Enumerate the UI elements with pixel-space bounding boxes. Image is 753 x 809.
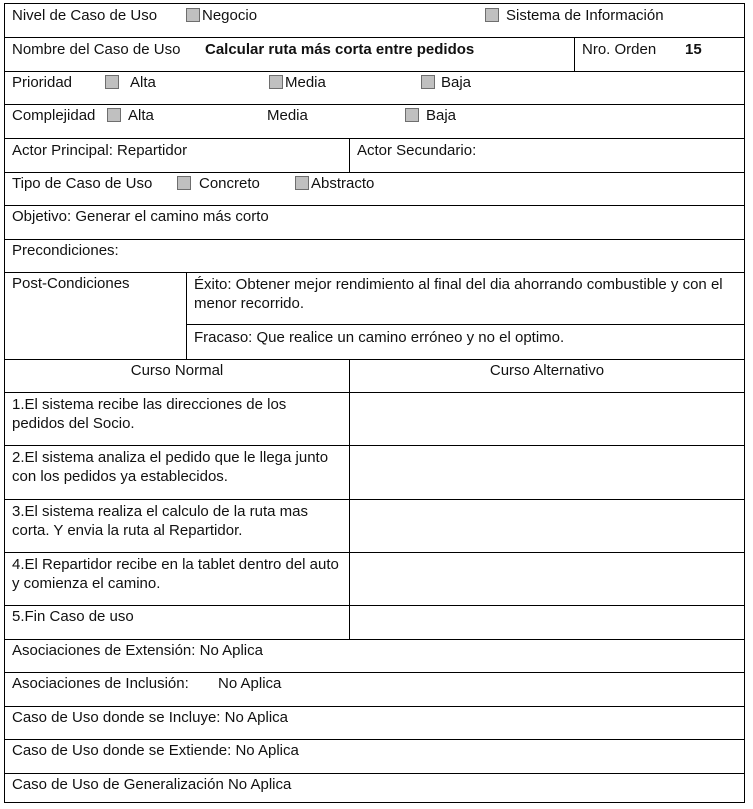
abstracto-label: Abstracto (311, 175, 375, 192)
row-generalizacion (5, 774, 744, 802)
generalizacion-text: Caso de Uso de Generalización No Aplica (12, 776, 292, 793)
prioridad-alta-label: Alta (130, 74, 156, 91)
divider (574, 38, 575, 71)
inclusion-value: No Aplica (218, 675, 282, 692)
nombre-label: Nombre del Caso de Uso (12, 41, 181, 58)
precondiciones-text: Precondiciones: (12, 242, 119, 259)
divider (349, 446, 350, 499)
divider (349, 393, 350, 445)
divider (349, 500, 350, 552)
complejidad-baja-checkbox[interactable] (405, 108, 419, 122)
row-inclusion (5, 673, 744, 707)
actor-principal: Actor Principal: Repartidor (12, 142, 188, 159)
row-precondiciones (5, 240, 744, 273)
row-incluye (5, 707, 744, 740)
complejidad-alta-checkbox[interactable] (107, 108, 121, 122)
concreto-label: Concreto (199, 175, 260, 192)
curso-step-row (5, 606, 744, 640)
prioridad-media-checkbox[interactable] (269, 75, 283, 89)
prioridad-label: Prioridad (12, 74, 73, 91)
inclusion-label: Asociaciones de Inclusión: (12, 675, 189, 692)
row-postcondiciones (5, 273, 744, 360)
sistema-informacion-label: Sistema de Información (506, 7, 664, 24)
curso-step-row (5, 446, 744, 500)
exito-cell (187, 273, 744, 325)
complejidad-label: Complejidad (12, 107, 96, 124)
row-tipo (5, 173, 744, 206)
row-complejidad (5, 105, 744, 139)
curso-alternativo-header: Curso Alternativo (489, 362, 605, 379)
prioridad-alta-checkbox[interactable] (105, 75, 119, 89)
prioridad-baja-label: Baja (441, 74, 472, 91)
prioridad-baja-checkbox[interactable] (421, 75, 435, 89)
negocio-label: Negocio (202, 7, 258, 24)
nombre-value: Calcular ruta más corta entre pedidos (205, 41, 475, 58)
complejidad-media-label: Media (267, 107, 308, 124)
curso-step: 5.Fin Caso de uso (12, 608, 134, 625)
exito-text: Éxito: Obtener mejor rendimiento al final del dia ahorrando combustible y con el menor recorrido. (194, 276, 723, 312)
nivel-label: Nivel de Caso de Uso (12, 7, 158, 24)
row-curso-header (5, 360, 744, 393)
extiende-text: Caso de Uso donde se Extiende: No Aplica (12, 742, 299, 759)
curso-step: 4.El Repartidor recibe en la tablet dentro del auto y comienza el camino. (12, 556, 339, 592)
divider (349, 553, 350, 605)
objetivo-text: Objetivo: Generar el camino más corto (12, 208, 269, 225)
tipo-label: Tipo de Caso de Uso (12, 175, 153, 192)
prioridad-media-label: Media (285, 74, 326, 91)
row-extiende (5, 740, 744, 774)
postcondiciones-label: Post-Condiciones (12, 275, 130, 292)
abstracto-checkbox[interactable] (295, 176, 309, 190)
curso-normal-header: Curso Normal (130, 362, 224, 379)
actor-secundario: Actor Secundario: (357, 142, 477, 159)
row-nombre (5, 38, 744, 72)
curso-step: 1.El sistema recibe las direcciones de los pedidos del Socio. (12, 396, 287, 432)
row-extension (5, 640, 744, 673)
curso-step: 2.El sistema analiza el pedido que le llega junto con los pedidos ya establecidos. (12, 449, 329, 485)
concreto-checkbox[interactable] (177, 176, 191, 190)
extension-text: Asociaciones de Extensión: No Aplica (12, 642, 263, 659)
complejidad-baja-label: Baja (426, 107, 457, 124)
curso-step-row (5, 500, 744, 553)
row-actores (5, 139, 744, 173)
curso-step-row (5, 553, 744, 606)
orden-value: 15 (685, 41, 702, 58)
row-objetivo (5, 206, 744, 240)
curso-step-row (5, 393, 744, 446)
incluye-text: Caso de Uso donde se Incluye: No Aplica (12, 709, 288, 726)
negocio-checkbox[interactable] (186, 8, 200, 22)
curso-step: 3.El sistema realiza el calculo de la ruta mas corta. Y envia la ruta al Repartidor. (12, 503, 308, 539)
fracaso-text: Fracaso: Que realice un camino erróneo y no el optimo. (194, 329, 565, 346)
use-case-table (4, 3, 745, 803)
divider (349, 139, 350, 172)
sistema-informacion-checkbox[interactable] (485, 8, 499, 22)
row-prioridad (5, 72, 744, 105)
complejidad-alta-label: Alta (128, 107, 154, 124)
divider (349, 606, 350, 639)
orden-label: Nro. Orden (582, 41, 657, 58)
row-nivel (5, 4, 744, 38)
